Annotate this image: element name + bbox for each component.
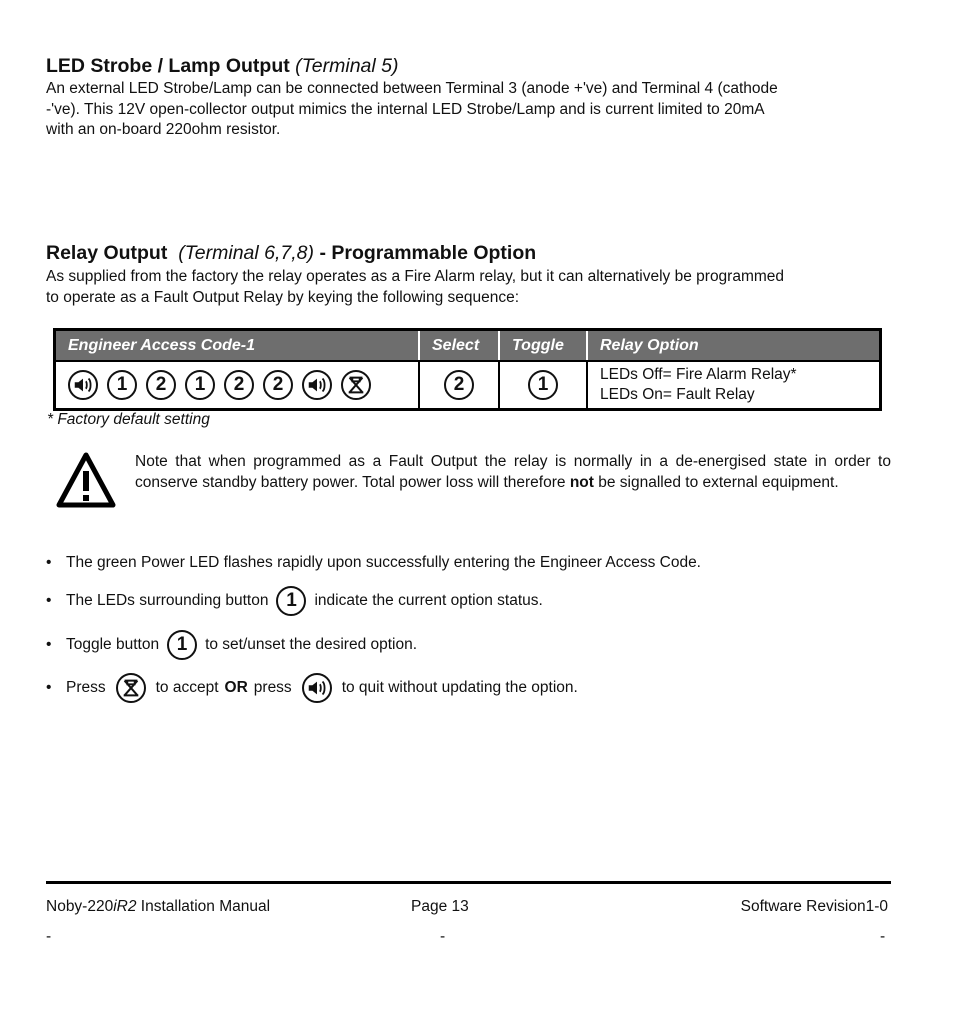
bullet-item: • Toggle button 1 to set/unset the desired option. (46, 630, 417, 660)
section-title-led-strobe: LED Strobe / Lamp Output (Terminal 5) (46, 55, 399, 77)
warning-text: Note that when programmed as a Fault Output the relay is normally in a de-energised state in order to conserve standby battery power. Total power loss will therefore not be signalled to external equipment. (135, 453, 891, 491)
bullet-item: • The green Power LED flashes rapidly upon successfully entering the Engineer Access Code. (46, 554, 701, 571)
footer-revision: Software Revision1-0 (740, 898, 888, 915)
warning-icon (55, 451, 117, 514)
toggle-key-1: 1 (528, 370, 558, 400)
speaker-key-icon (68, 370, 98, 400)
header-select: Select (419, 330, 499, 362)
bullet-item: • The LEDs surrounding button 1 indicate the current option status. (46, 586, 543, 616)
code-keys-cell (55, 361, 420, 410)
bullet-item: • Press to accept OR press to quit without updating the option. (46, 673, 578, 703)
footer-dash: - (46, 928, 52, 945)
toggle-key-cell (499, 361, 587, 410)
key-2: 2 (224, 370, 254, 400)
select-key-cell (419, 361, 499, 410)
relay-output-description: As supplied from the factory the relay operates as a Fire Alarm relay, but it can alternatively be programmed to operate as a Fault Output Relay by keying the following sequence: (46, 268, 785, 306)
speaker-key-icon (302, 673, 332, 703)
select-key-2: 2 (444, 370, 474, 400)
key-1: 1 (107, 370, 137, 400)
relay-option-cell: LEDs Off= Fire Alarm Relay* LEDs On= Fault Relay (587, 361, 881, 410)
footer-product: Noby-220iR2 Installation Manual (46, 898, 271, 915)
key-1: 1 (185, 370, 215, 400)
key-sequence-table (53, 328, 882, 411)
led-strobe-description: An external LED Strobe/Lamp can be connected between Terminal 3 (anode +'ve) and Terminal 4 (cathode -'ve). This 12V open-collector output mimics the internal LED Strobe/Lamp and is current limited to 20mA with an on-board 220ohm resistor. (46, 80, 778, 138)
key-1: 1 (276, 586, 306, 616)
silence-key-icon (341, 370, 371, 400)
footer-divider (46, 881, 891, 884)
footer-page-number: Page 13 (411, 898, 469, 915)
footer-dash: - (880, 928, 886, 945)
section-title-relay-output: Relay Output (Terminal 6,7,8) - Programmable Option (46, 242, 537, 264)
key-2: 2 (263, 370, 293, 400)
footer-dash: - (440, 928, 446, 945)
key-2: 2 (146, 370, 176, 400)
header-relay-option: Relay Option (587, 330, 881, 362)
factory-default-note: * Factory default setting (47, 411, 210, 428)
silence-key-icon (116, 673, 146, 703)
header-toggle: Toggle (499, 330, 587, 362)
header-engineer-access-code: Engineer Access Code-1 (55, 330, 420, 362)
key-1: 1 (167, 630, 197, 660)
speaker-key-icon (302, 370, 332, 400)
